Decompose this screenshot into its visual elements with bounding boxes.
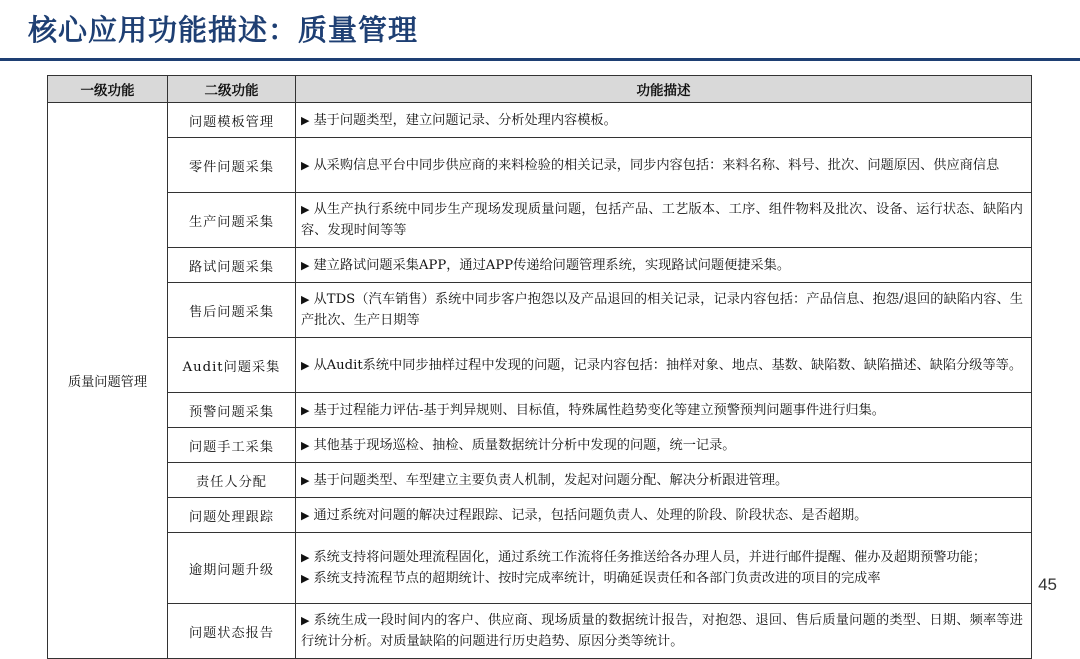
description-bullet [301, 289, 1023, 331]
description-bullet [301, 199, 1023, 241]
function-name-cell: 问题处理跟踪 [168, 498, 296, 533]
function-name-cell: 问题模板管理 [168, 103, 296, 138]
description-bullet [301, 255, 1023, 276]
description-cell [296, 533, 1032, 604]
description-bullet [301, 155, 1023, 176]
description-cell [296, 103, 1032, 138]
table-row [48, 138, 1032, 193]
header-description: 功能描述 [296, 76, 1032, 103]
triangle-bullet-icon: ▶ [301, 551, 310, 564]
function-name-cell: 逾期问题升级 [168, 533, 296, 604]
table-row [48, 193, 1032, 248]
table-header-row [48, 76, 1032, 103]
header-level2: 二级功能 [168, 76, 296, 103]
table-row [48, 248, 1032, 283]
description-cell [296, 283, 1032, 338]
description-cell [296, 463, 1032, 498]
triangle-bullet-icon: ▶ [301, 203, 310, 216]
bullet-text: 系统支持将问题处理流程固化，通过系统工作流将任务推送给各办理人员，并进行邮件提醒、催办及超期预警功能； [313, 550, 987, 565]
table-row [48, 338, 1032, 393]
description-bullet [301, 610, 1023, 652]
description-bullet [301, 505, 1023, 526]
description-cell [296, 604, 1032, 659]
function-name-cell: Audit问题采集 [168, 338, 296, 393]
description-bullet [301, 568, 1023, 589]
function-name-cell: 售后问题采集 [168, 283, 296, 338]
description-cell [296, 393, 1032, 428]
bullet-text: 通过系统对问题的解决过程跟踪、记录，包括问题负责人、处理的阶段、阶段状态、是否超期。 [313, 507, 868, 523]
bullet-text: 基于问题类型、车型建立主要负责人机制，发起对问题分配、解决分析跟进管理。 [313, 472, 789, 488]
triangle-bullet-icon: ▶ [301, 473, 310, 487]
bullet-text: 从采购信息平台中同步供应商的来料检验的相关记录，同步内容包括：来料名称、料号、批次、问题原因、供应商信息 [313, 157, 1000, 173]
description-cell [296, 338, 1032, 393]
description-bullet [301, 355, 1023, 376]
function-table [47, 75, 1032, 659]
bullet-text: 基于过程能力评估-基于判异规则、目标值，特殊属性趋势变化等建立预警预判问题事件进行归集。 [313, 402, 885, 418]
triangle-bullet-icon: ▶ [301, 614, 310, 627]
bullet-text: 系统生成一段时间内的客户、供应商、现场质量的数据统计报告，对抱怨、退回、售后质量问题的类型、日期、频率等进行统计分析。对质量缺陷的问题进行历史趋势、原因分类等统计。 [301, 613, 1023, 649]
triangle-bullet-icon: ▶ [301, 113, 310, 127]
triangle-bullet-icon: ▶ [301, 508, 310, 522]
triangle-bullet-icon: ▶ [301, 293, 310, 306]
header-level1: 一级功能 [48, 76, 168, 103]
description-bullet [301, 547, 1023, 568]
page-title: 核心应用功能描述：质量管理 [28, 13, 419, 47]
function-name-cell: 生产问题采集 [168, 193, 296, 248]
description-bullet [301, 400, 1023, 421]
description-cell [296, 138, 1032, 193]
table-row [48, 604, 1032, 659]
table-row [48, 428, 1032, 463]
table-row [48, 393, 1032, 428]
table-row [48, 533, 1032, 604]
table-row [48, 283, 1032, 338]
table-row [48, 498, 1032, 533]
bullet-text: 系统支持流程节点的超期统计、按时完成率统计，明确延误责任和各部门负责改进的项目的完成率 [313, 571, 881, 586]
function-name-cell: 问题手工采集 [168, 428, 296, 463]
function-name-cell: 零件问题采集 [168, 138, 296, 193]
triangle-bullet-icon: ▶ [301, 258, 310, 272]
bullet-text: 从TDS（汽车销售）系统中同步客户抱怨以及产品退回的相关记录，记录内容包括：产品信息、抱怨/退回的缺陷内容、生产批次、生产日期等 [301, 292, 1023, 328]
description-cell [296, 498, 1032, 533]
description-cell [296, 428, 1032, 463]
bullet-text: 其他基于现场巡检、抽检、质量数据统计分析中发现的问题，统一记录。 [313, 437, 736, 453]
description-bullet [301, 470, 1023, 491]
page-number: 45 [1038, 575, 1057, 594]
triangle-bullet-icon: ▶ [301, 403, 310, 417]
title-divider [0, 58, 1080, 61]
description-bullet [301, 110, 1023, 131]
table-row [48, 463, 1032, 498]
function-name-cell: 预警问题采集 [168, 393, 296, 428]
triangle-bullet-icon: ▶ [301, 358, 310, 372]
function-name-cell: 问题状态报告 [168, 604, 296, 659]
category-cell: 质量问题管理 [48, 103, 168, 659]
description-bullet [301, 435, 1023, 456]
bullet-text: 从生产执行系统中同步生产现场发现质量问题，包括产品、工艺版本、工序、组件物料及批次、设备、运行状态、缺陷内容、发现时间等等 [301, 202, 1023, 238]
triangle-bullet-icon: ▶ [301, 158, 310, 172]
function-name-cell: 路试问题采集 [168, 248, 296, 283]
triangle-bullet-icon: ▶ [301, 572, 310, 585]
bullet-text: 建立路试问题采集APP，通过APP传递给问题管理系统，实现路试问题便捷采集。 [313, 257, 791, 273]
bullet-text: 从Audit系统中同步抽样过程中发现的问题，记录内容包括：抽样对象、地点、基数、缺陷数、缺陷描述、缺陷分级等等。 [313, 357, 1023, 373]
description-cell [296, 248, 1032, 283]
function-name-cell: 责任人分配 [168, 463, 296, 498]
description-cell [296, 193, 1032, 248]
table-row [48, 103, 1032, 138]
bullet-text: 基于问题类型，建立问题记录、分析处理内容模板。 [313, 112, 617, 128]
triangle-bullet-icon: ▶ [301, 438, 310, 452]
